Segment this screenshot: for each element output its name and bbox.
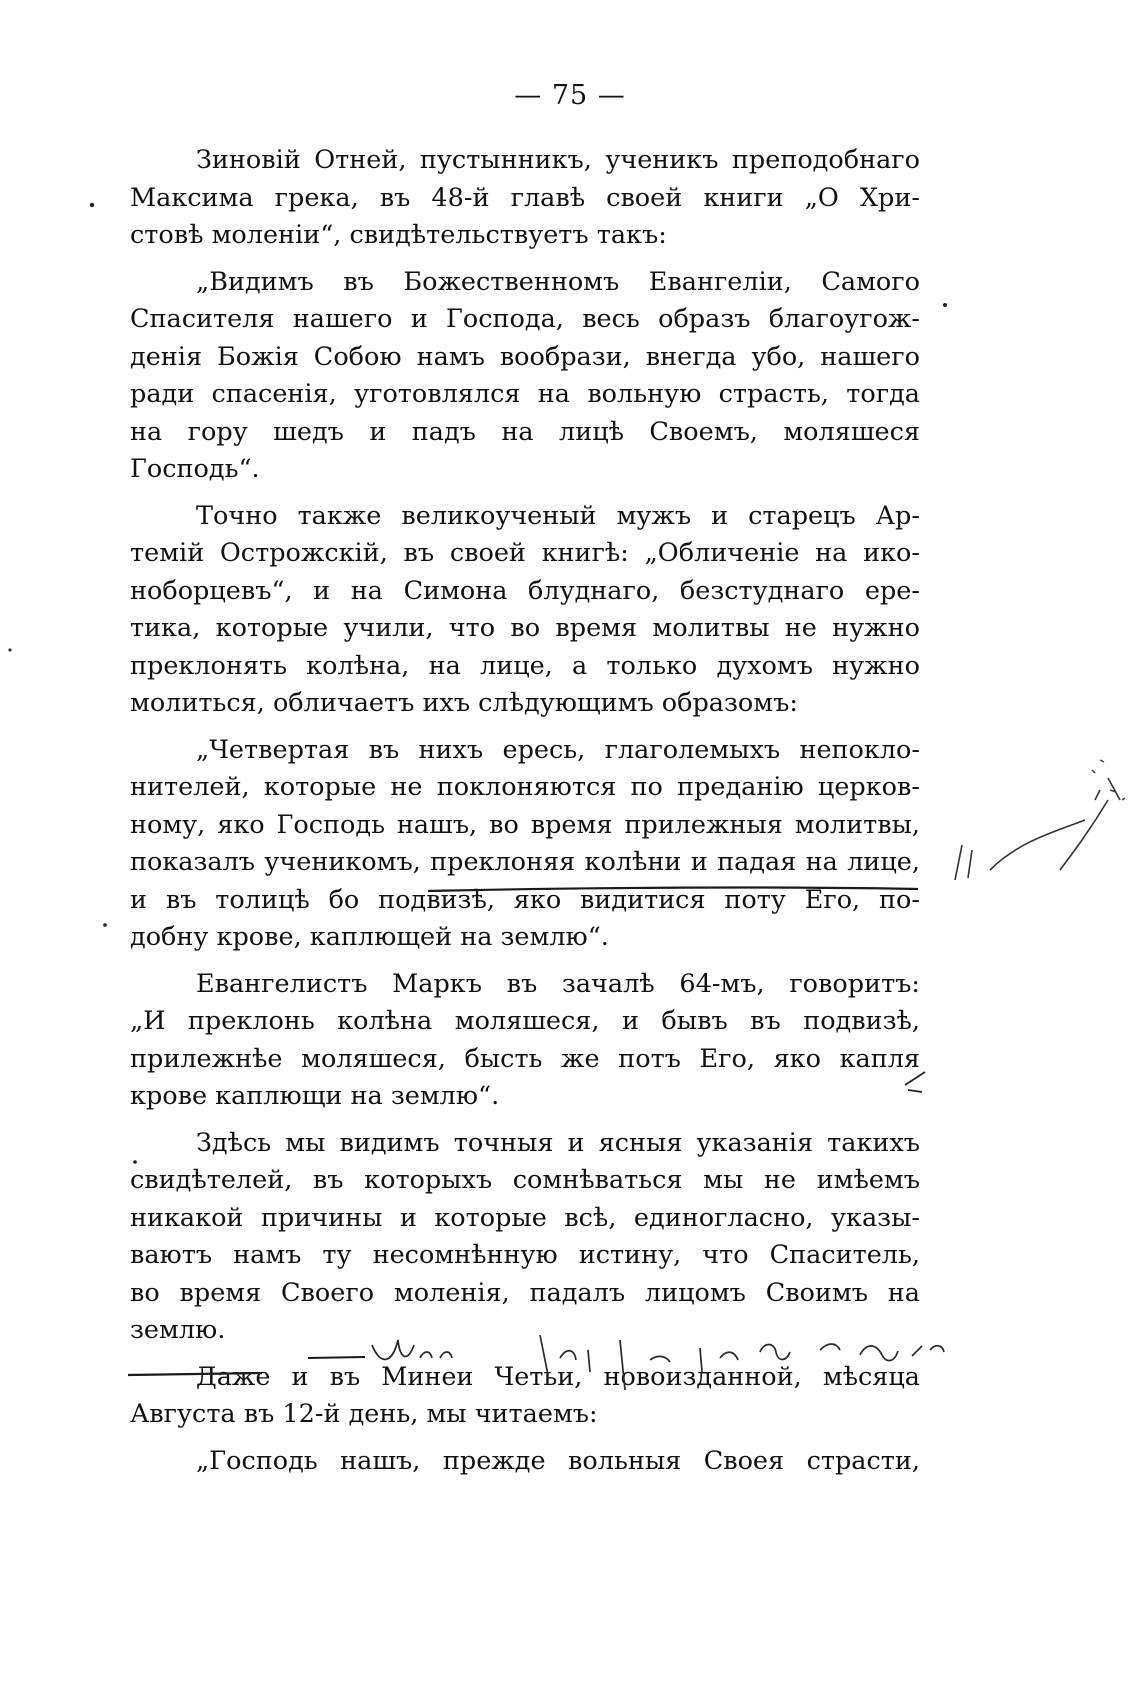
margin-dots xyxy=(1092,760,1125,800)
paragraph-witnesses xyxy=(130,1125,920,1350)
text-line: ноборцевъ“, и на Симона блуднаго, безстуднаго ере- xyxy=(130,575,920,606)
text-line: молиться, обличаетъ ихъ слѣдующимъ образомъ: xyxy=(130,688,798,718)
text-line: денія Божія Собою намъ вообрази, внегда убо, нашего xyxy=(130,341,920,372)
text-line: Августа въ 12-й день, мы читаемъ: xyxy=(130,1399,598,1429)
text-line: Точно также великоученый мужъ и старецъ Ар- xyxy=(196,500,920,531)
stray-dot xyxy=(103,923,107,927)
text-line: „И преклонь колѣна моляшеся, и бывъ въ подвизѣ, xyxy=(130,1006,920,1036)
paragraph-mark xyxy=(130,966,920,1116)
text-line: нителей, которые не поклоняются по преданію церков- xyxy=(130,772,920,802)
text-line: темій Острожскій, въ своей книгѣ: „Обличеніе на ико- xyxy=(130,538,920,568)
text-line: добну крове, каплющей на землю“. xyxy=(130,922,609,952)
text-line: на гору шедъ и падъ на лицѣ Своемъ, моляшеся xyxy=(130,416,920,447)
text-line: во время Своего моленія, падалъ лицомъ Своимъ на xyxy=(130,1277,920,1308)
text-line: Евангелистъ Маркъ въ зачалѣ 64-мъ, говоритъ: xyxy=(196,968,920,999)
paragraph-quote-lord xyxy=(130,1443,920,1481)
text-line: „Четвертая въ нихъ ересь, глаголемыхъ непокло- xyxy=(196,734,920,765)
text-line: „Господь нашъ, прежде вольныя Своея страсти, xyxy=(196,1445,920,1476)
text-line: землю. xyxy=(130,1315,226,1345)
stray-dot xyxy=(943,303,947,307)
text-line: Спасителя нашего и Господа, весь образъ благоугож- xyxy=(130,304,920,334)
text-line: ваютъ намъ ту несомнѣнную истину, что Спаситель, xyxy=(130,1240,920,1270)
text-line: тика, которые учили, что во время молитвы не нужно xyxy=(130,613,920,643)
margin-scribble xyxy=(955,778,1120,880)
text-line: ради спасенія, уготовлялся на вольную страсть, тогда xyxy=(130,379,920,409)
text-line: свидѣтелей, въ которыхъ сомнѣваться мы не имѣемъ xyxy=(130,1165,920,1195)
paragraph-zinoviy xyxy=(130,142,920,255)
text-line: прилежнѣе моляшеся, бысть же потъ Его, яко капля xyxy=(130,1043,920,1074)
text-line: и въ толицѣ бо подвизѣ, яко видитися поту Его, по- xyxy=(130,884,920,915)
text-line: стовѣ моленіи“, свидѣтельствуетъ такъ: xyxy=(130,220,667,250)
text-line: крове каплющи на землю“. xyxy=(130,1081,500,1111)
text-line: показалъ ученикомъ, преклоняя колѣни и падая на лице, xyxy=(130,847,920,877)
paragraph-artemiy xyxy=(130,498,920,723)
text-line: Здѣсь мы видимъ точныя и ясныя указанія такихъ xyxy=(196,1127,920,1158)
paragraph-menaion xyxy=(130,1359,920,1434)
stray-dot xyxy=(8,648,11,651)
text-line: „Видимъ въ Божественномъ Евангеліи, Самого xyxy=(196,266,920,297)
paragraph-quote-heresy xyxy=(130,732,920,957)
text-line: Даже и въ Минеи Четьи, новоизданной, мѣсяца xyxy=(196,1361,920,1392)
body-text xyxy=(130,142,920,1480)
page-number: — 75 — xyxy=(514,80,626,111)
stray-dot xyxy=(90,203,94,207)
text-line: Максима грека, въ 48-й главѣ своей книги „О Хри- xyxy=(130,182,920,213)
text-line: Господь“. xyxy=(130,454,260,484)
text-line: ному, яко Господь нашъ, во время прилежныя молитвы, xyxy=(130,809,920,840)
text-line: Зиновій Отней, пустынникъ, ученикъ преподобнаго xyxy=(196,145,920,175)
text-line: никакой причины и которые всѣ, единогласно, указы- xyxy=(130,1202,920,1233)
text-line: преклонять колѣна, на лице, а только духомъ нужно xyxy=(130,650,920,681)
paragraph-quote-gospel xyxy=(130,264,920,489)
